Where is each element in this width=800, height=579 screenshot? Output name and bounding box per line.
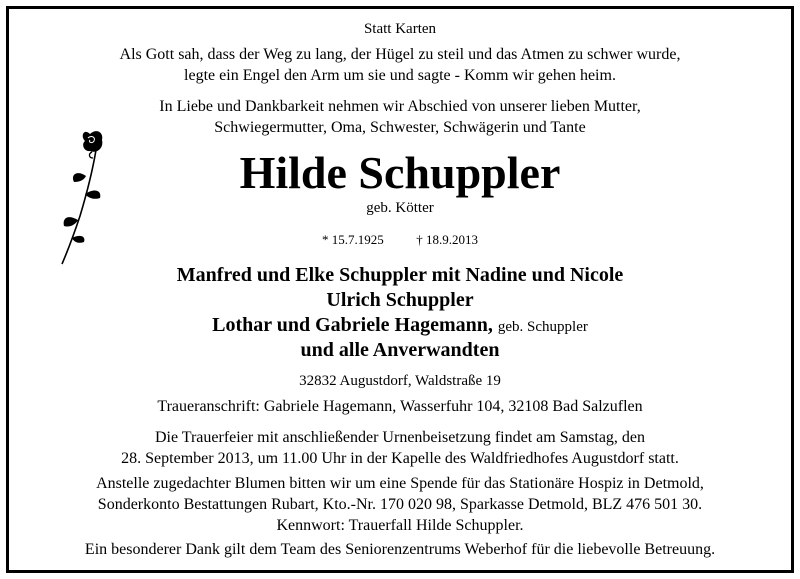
mourning-address: Traueranschrift: Gabriele Hagemann, Wasserfuhr 104, 32108 Bad Salzuflen	[157, 398, 643, 415]
thanks-line: Ein besonderer Dank gilt dem Team des Seniorenzentrums Weberhof für die liebevolle Betreuung.	[84, 541, 716, 558]
home-address: 32832 Augustdorf, Waldstraße 19	[299, 373, 501, 389]
death-date: † 18.9.2013	[416, 232, 478, 247]
intro-line-1: In Liebe und Dankbarkeit nehmen wir Abschied von unserer lieben Mutter,	[159, 98, 641, 115]
poem-line-2: legte ein Engel den Arm um sie und sagte - Komm wir gehen heim.	[184, 67, 616, 84]
family-line-2: Ulrich Schuppler	[326, 289, 474, 311]
ceremony-line-2: 28. September 2013, um 11.00 Uhr in der Kapelle des Waldfriedhofes Augustdorf statt.	[121, 450, 679, 467]
donation-line-3: Kennwort: Trauerfall Hilde Schuppler.	[276, 517, 524, 534]
family-line-4: und alle Anverwandten	[300, 339, 500, 361]
family-line-3	[0, 315, 800, 335]
family-line-3-names: Lothar und Gabriele Hagemann,	[212, 314, 493, 336]
family-line-3-suffix: geb. Schuppler	[497, 319, 588, 335]
donation-line-2: Sonderkonto Bestattungen Rubart, Kto.-Nr. 170 020 98, Sparkasse Detmold, BLZ 476 501 30.	[97, 496, 703, 513]
deceased-name: Hilde Schuppler	[239, 147, 561, 198]
family-line-1: Manfred und Elke Schuppler mit Nadine und Nicole	[176, 264, 624, 286]
birth-date: * 15.7.1925	[322, 232, 384, 247]
ceremony-line-1: Die Trauerfeier mit anschließender Urnenbeisetzung findet am Samstag, den	[154, 429, 646, 446]
maiden-name: geb. Kötter	[366, 200, 434, 216]
intro-line-2: Schwiegermutter, Oma, Schwester, Schwägerin und Tante	[214, 119, 586, 136]
life-dates	[0, 233, 800, 246]
statt-karten-heading: Statt Karten	[363, 21, 437, 37]
donation-line-1: Anstelle zugedachter Blumen bitten wir um eine Spende für das Stationäre Hospiz in Detmold,	[96, 475, 704, 492]
poem-line-1: Als Gott sah, dass der Weg zu lang, der Hügel zu steil und das Atmen zu schwer wurde,	[119, 46, 681, 63]
